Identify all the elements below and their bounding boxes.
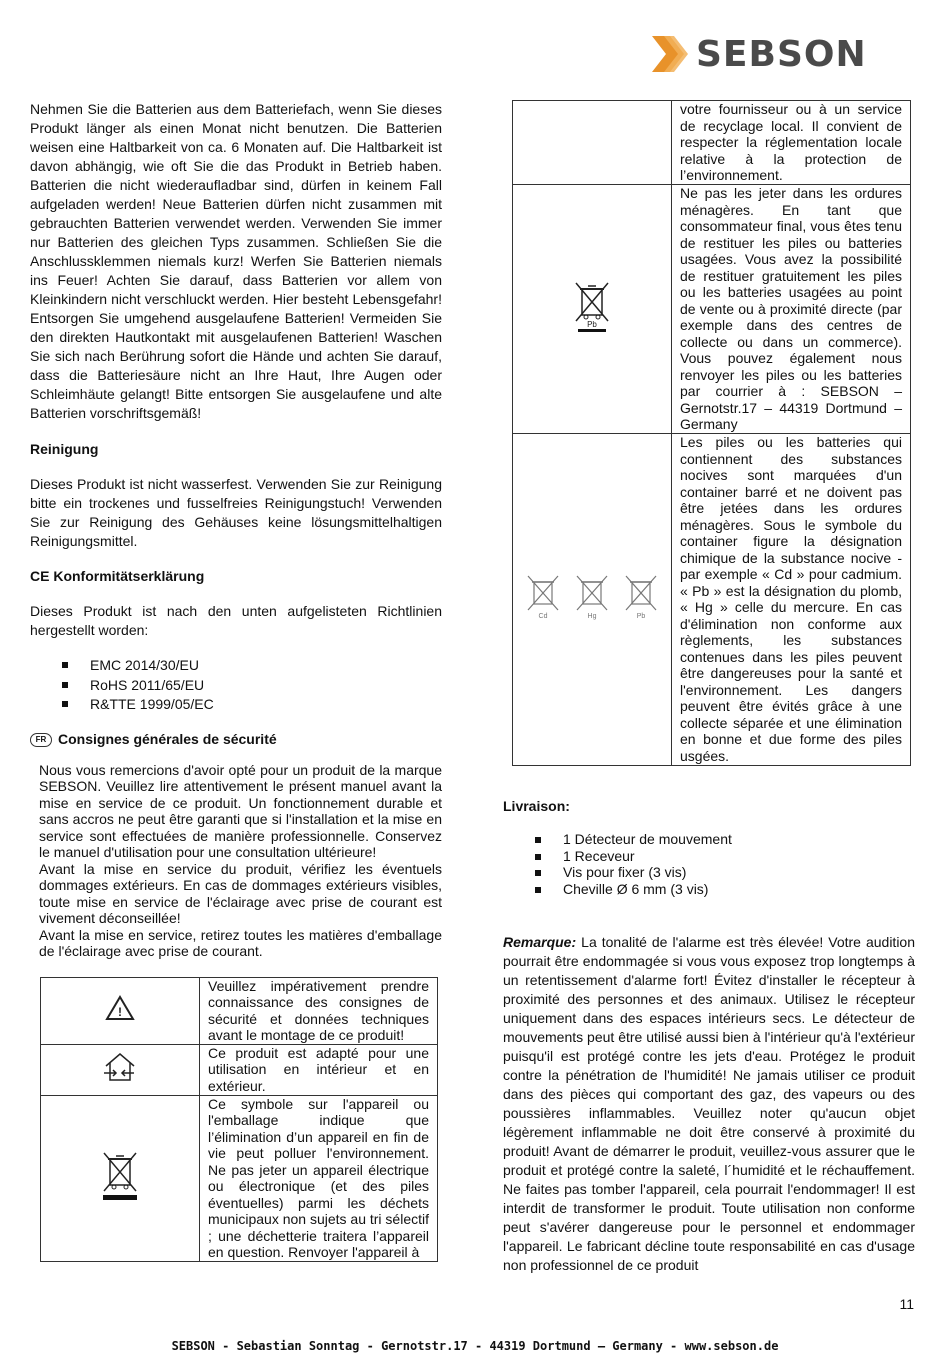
fr-check-paragraph: Avant la mise en service du produit, vérifiez les éventuels dommages extérieurs. En cas de dommages extérieurs visibles, toute mise en service de l'éclairage avec prise de courant est vivement déconseillée!: [39, 860, 442, 927]
crossed-bin-cd-icon: [528, 576, 558, 620]
list-item: R&TTE 1999/05/EC: [30, 695, 442, 715]
cd-label: Cd: [538, 613, 548, 620]
table-icon-cell: [513, 101, 672, 185]
table-text-cell: Ce symbole sur l'appareil ou l'emballage indique que l’élimination d’un appareil en fin de vie peut polluer l'environnement. Ne pas jeter un appareil électrique ou électronique (et des piles éventuelles) parmi les déchets municipaux non sujets au tri sélectif ; une déchetterie traitera l’appareil en question. Renvoyer l'appareil à: [200, 1095, 438, 1261]
crossed-bin-pb-icon: [572, 281, 612, 333]
ce-paragraph: Dieses Produkt ist nach den unten aufgelisteten Richtlinien hergestellt worden:: [30, 603, 442, 638]
warning-triangle-icon: [105, 995, 135, 1021]
table-icon-cell: [513, 434, 672, 766]
table-row: [41, 1044, 438, 1095]
ce-directive-list: [30, 656, 442, 715]
indoor-outdoor-house-icon: [100, 1050, 140, 1084]
left-column: [30, 100, 442, 1262]
delivery-list: [503, 831, 915, 897]
remark-text: La tonalité de l'alarme est très élevée! Votre audition pourrait être endommagée si vous vous exposez trop longtemps à un retentissement d'alarme fort! Évitez d'installer le récepteur à proximité des personnes et des animaux. Utilisez le récepteur uniquement dans des espaces intérieurs secs. Le détecteur de mouvements peut être utilisé aussi bien à l'intérieur qu'à l'extérieur puisqu'il est protégé contre les jets d'eau. Protégez le produit contre la pénétration de l'humidité! Ne jamais utiliser ce produit dans des pièces qui comportant des gaz, des vapeurs ou des poussières inflammables. Veuillez noter qu'aucun objet légèrement inflammable ne doit être conservé à proximité du produit! Avant de démarrer le produit, veuillez-vous assurer que le produit et protégé contre la saleté, l´humidité et le réchauffement. Ne faites pas tomber l'appareil, cela pourrait l'endommager! Il est interdit de transformer le produit. Toute utilisation non conforme peut s'avérer dangereuse pour le personnel et endommager l'appareil. Le fabricant décline toute responsabilité en cas d'usage non professionnel de ce produit: [503, 934, 915, 1273]
cleaning-heading: Reinigung: [30, 441, 99, 457]
list-item: 1 Détecteur de mouvement: [503, 831, 915, 848]
pb-small-label: Pb: [636, 613, 646, 620]
remark-label: Remarque:: [503, 934, 577, 950]
table-icon-cell: [513, 185, 672, 434]
table-row: [41, 977, 438, 1044]
table-icon-cell: [41, 977, 200, 1044]
crossed-bins-cd-hg-pb-icon: [522, 574, 662, 620]
table-text-cell: Veuillez impérativement prendre connaissance des consignes de sécurité et données techniques avant le montage de ce produit!: [200, 977, 438, 1044]
fr-heading-text: Consignes générales de sécurité: [58, 730, 277, 747]
brand-logo: [650, 32, 870, 76]
batteries-paragraph: Nehmen Sie die Batterien aus dem Batteriefach, wenn Sie dieses Produkt länger als einen Monat nicht benutzen. Die Batterien weisen eine Haltbarkeit von ca. 6 Monaten auf. Die Haltbarkeit ist davon abhängig, wie oft Sie die das Produkt in Betrieb haben. Batterien die nicht wiederaufladbar sind, dürfen in keinem Fall aufgeladen werden! Neue Batterien dürfen nicht zusammen mit gebrauchten Batterien verwendet werden. Verwenden Sie immer nur Batterien des gleichen Typs zusammen. Schließen Sie die Anschlussklemmen niemals kurz! Werfen Sie Batterien niemals ins Feuer! Achten Sie darauf, dass Batterien vor allem von Kleinkindern nicht verschluckt werden. Hier besteht Lebensgefahr! Entsorgen Sie umgehend ausgelaufene Batterien! Vermeiden Sie den direkten Hautkontakt mit ausgelaufenen Batterien! Waschen Sie sich nach Berührung sofort die Hände und achten Sie darauf, dass die Batteriesäure nicht an Ihre Haut, Ihre Augen oder Schleimhäute gelangt! Bitte entsorgen Sie ausgelaufene und alte Batterien vorschriftsgemäß!: [30, 101, 442, 421]
fr-safety-text: [30, 762, 442, 960]
crossed-bin-pb-small-icon: [626, 576, 656, 620]
brand-name: SEBSON: [696, 34, 867, 75]
table-row: [41, 1095, 438, 1261]
ce-heading: CE Konformitätserklärung: [30, 568, 205, 584]
fr-safety-heading: [30, 731, 442, 747]
right-column: [503, 100, 915, 1275]
crossed-bin-icon: [100, 1151, 140, 1201]
list-item: EMC 2014/30/EU: [30, 656, 442, 676]
hg-label: Hg: [587, 613, 597, 620]
table-icon-cell: [41, 1095, 200, 1261]
page-number: 11: [899, 1296, 914, 1312]
table-text-cell: votre fournisseur ou à un service de recyclage local. Il convient de respecter la réglementation locale relative à la protection de l’environnement.: [672, 101, 911, 185]
remark-paragraph: [503, 933, 915, 1275]
table-row: [513, 434, 911, 766]
table-icon-cell: [41, 1044, 200, 1095]
fr-remove-paragraph: Avant la mise en service, retirez toutes les matières d'emballage de l'éclairage avec prise de courant.: [39, 926, 442, 960]
right-symbol-table: [512, 100, 911, 766]
page-footer: SEBSON - Sebastian Sonntag - Gernotstr.17 - 44319 Dortmund – Germany - www.sebson.de: [171, 1339, 779, 1353]
svg-text:!: !: [118, 1005, 122, 1020]
table-text-cell: Ce produit est adapté pour une utilisation en intérieur et en extérieur.: [200, 1044, 438, 1095]
table-row: [513, 185, 911, 434]
fr-intro-paragraph: Nous vous remercions d'avoir opté pour un produit de la marque SEBSON. Veuillez lire attentivement le présent manuel avant la mise en service de ce produit. Un fonctionnement durable et sans accros ne peut être garanti que si l'installation et la mise en service sont effectuées de manière professionnelle. Conservez le manuel d'utilisation pour une consultation ultérieure!: [39, 761, 442, 861]
table-text-cell: Les piles ou les batteries qui contiennent des substances nocives sont marquées d'un container barré et ne doivent pas être jetées dans les ordures ménagères. Sous le symbole du container figure la désignation chimique de la substance nocive - par exemple « Cd » pour cadmium. « Pb » est la désignation du plomb, « Hg » celle du mercure. En cas d'élimination non conforme aux règlements, les substances contenues dans les piles peuvent être dangereuses pour la santé et l'environnement. Les dangers peuvent être évités grâce à une collecte séparée et une élimination en bonne et due forme des piles usgées.: [672, 434, 911, 766]
table-text-cell: Ne pas les jeter dans les ordures ménagères. En tant que consommateur final, vous êtes tenu de restituer les piles ou batteries usagées. Vous avez la possibilité de restituer gratuitement les piles ou les batteries usagées au point de vente ou à proximité directe (par exemple dans des centres de collecte ou dans un commerce). Vous pouvez également nous renvoyer les piles ou les batteries par courrier à : SEBSON – Gernotstr.17 – 44319 Dortmund – Germany: [672, 185, 911, 434]
cleaning-paragraph: Dieses Produkt ist nicht wasserfest. Verwenden Sie zur Reinigung bitte ein trockenes und fusselfreies Reinigungstuch! Verwenden Sie zur Reinigung des Gehäuses keine lösungsmittelhaltigen Reinigungsmittel.: [30, 476, 442, 549]
language-badge-fr: FR: [30, 733, 52, 747]
list-item: Vis pour fixer (3 vis): [503, 864, 915, 881]
crossed-bin-hg-icon: [577, 576, 607, 620]
left-symbol-table: [40, 977, 438, 1262]
list-item: RoHS 2011/65/EU: [30, 676, 442, 696]
brand-chevron-icon: [650, 34, 694, 74]
delivery-heading: Livraison:: [503, 798, 570, 814]
list-item: 1 Receveur: [503, 848, 915, 865]
list-item: Cheville Ø 6 mm (3 vis): [503, 881, 915, 898]
table-row: [513, 101, 911, 185]
pb-label: Pb: [587, 319, 597, 329]
